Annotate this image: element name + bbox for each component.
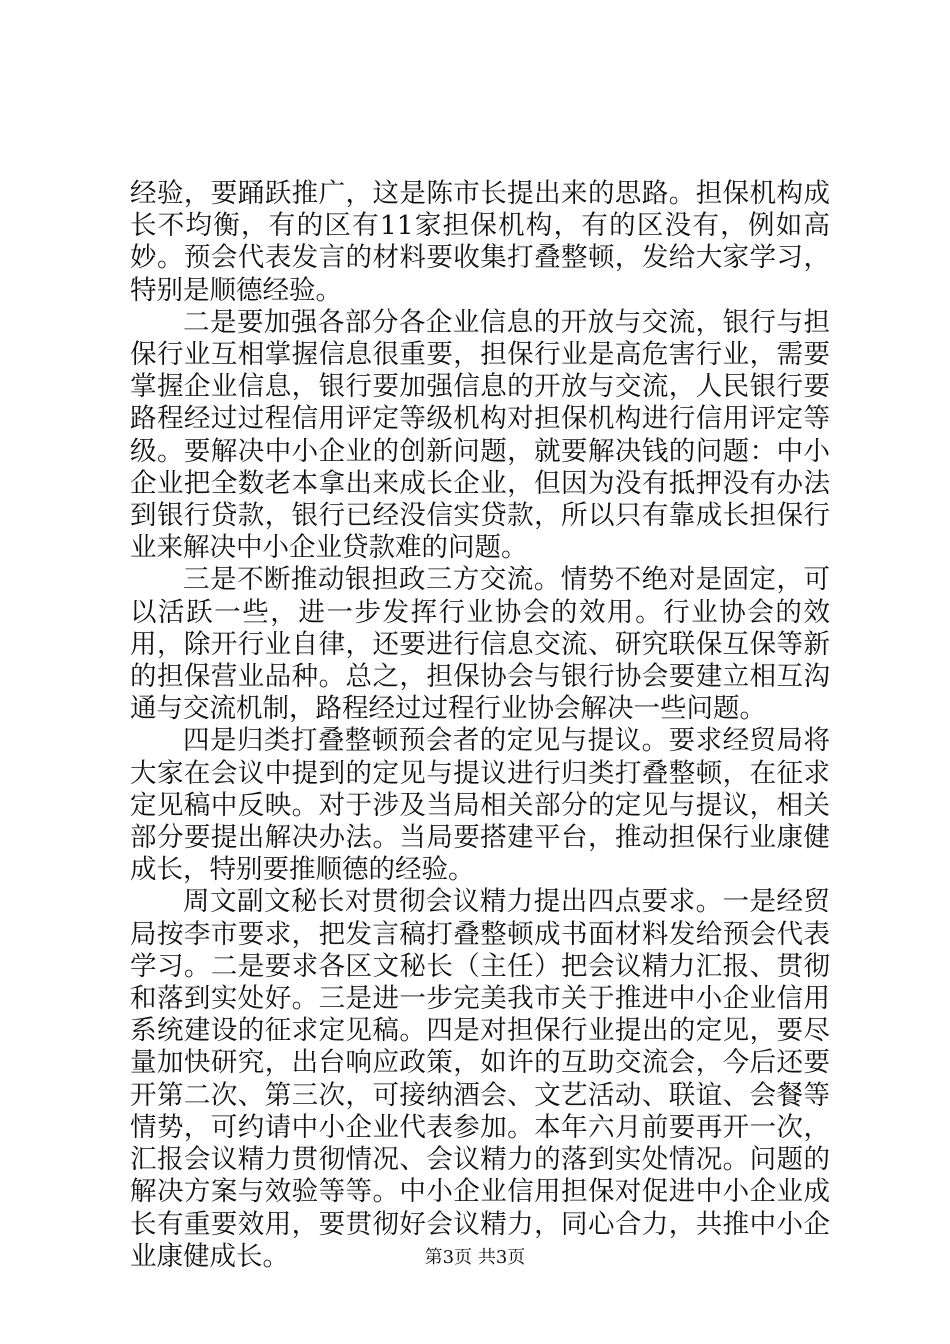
- paragraph-continuation: 经验，要踊跃推广，这是陈市长提出来的思路。担保机构成长不均衡，有的区有11家担保机构，有的区没有，例如高妙。预会代表发言的材料要收集打叠整顿，发给大家学习，特别是顺德经验。: [130, 178, 830, 306]
- paragraph-secretary-requirements: 周文副文秘长对贯彻会议精力提出四点要求。一是经贸局按李市要求，把发言稿打叠整顿成书面材料发给预会代表学习。二是要求各区文秘长（主任）把会议精力汇报、贯彻和落到实处好。三是进一步完美我市关于推进中小企业信用系统建设的征求定见稿。四是对担保行业提出的定见，要尽量加快研究，出台响应政策，如许的互助交流会，今后还要开第二次、第三次，可接纳酒会、文艺活动、联谊、会餐等情势，可约请中小企业代表参加。本年六月前要再开一次，汇报会议精力贯彻情况、会议精力的落到实处情况。问题的解决方案与效验等等。中小企业信用担保对促进中小企业成长有重要效用，要贯彻好会议精力，同心合力，共推中小企业康健成长。: [130, 886, 830, 1272]
- paragraph-point-three: 三是不断推动银担政三方交流。情势不绝对是固定，可以活跃一些，进一步发挥行业协会的效用。行业协会的效用，除开行业自律，还要进行信息交流、研究联保互保等新的担保营业品种。总之，担保协会与银行协会要建立相互沟通与交流机制，路程经过过程行业协会解决一些问题。: [130, 564, 830, 725]
- paragraph-point-two: 二是要加强各部分各企业信息的开放与交流，银行与担保行业互相掌握信息很重要，担保行业是高危害行业，需要掌握企业信息，银行要加强信息的开放与交流，人民银行要路程经过过程信用评定等级机构对担保机构进行信用评定等级。要解决中小企业的创新问题，就要解决钱的问题：中小企业把全数老本拿出来成长企业，但因为没有抵押没有办法到银行贷款，银行已经没信实贷款，所以只有靠成长担保行业来解决中小企业贷款难的问题。: [130, 306, 830, 564]
- document-body: [130, 178, 830, 1273]
- paragraph-point-four: 四是归类打叠整顿预会者的定见与提议。要求经贸局将大家在会议中提到的定见与提议进行归类打叠整顿，在征求定见稿中反映。对于涉及当局相关部分的定见与提议，相关部分要提出解决办法。当局要搭建平台，推动担保行业康健成长，特别要推顺德的经验。: [130, 725, 830, 886]
- page-number-footer: 第3页 共3页: [424, 1247, 526, 1268]
